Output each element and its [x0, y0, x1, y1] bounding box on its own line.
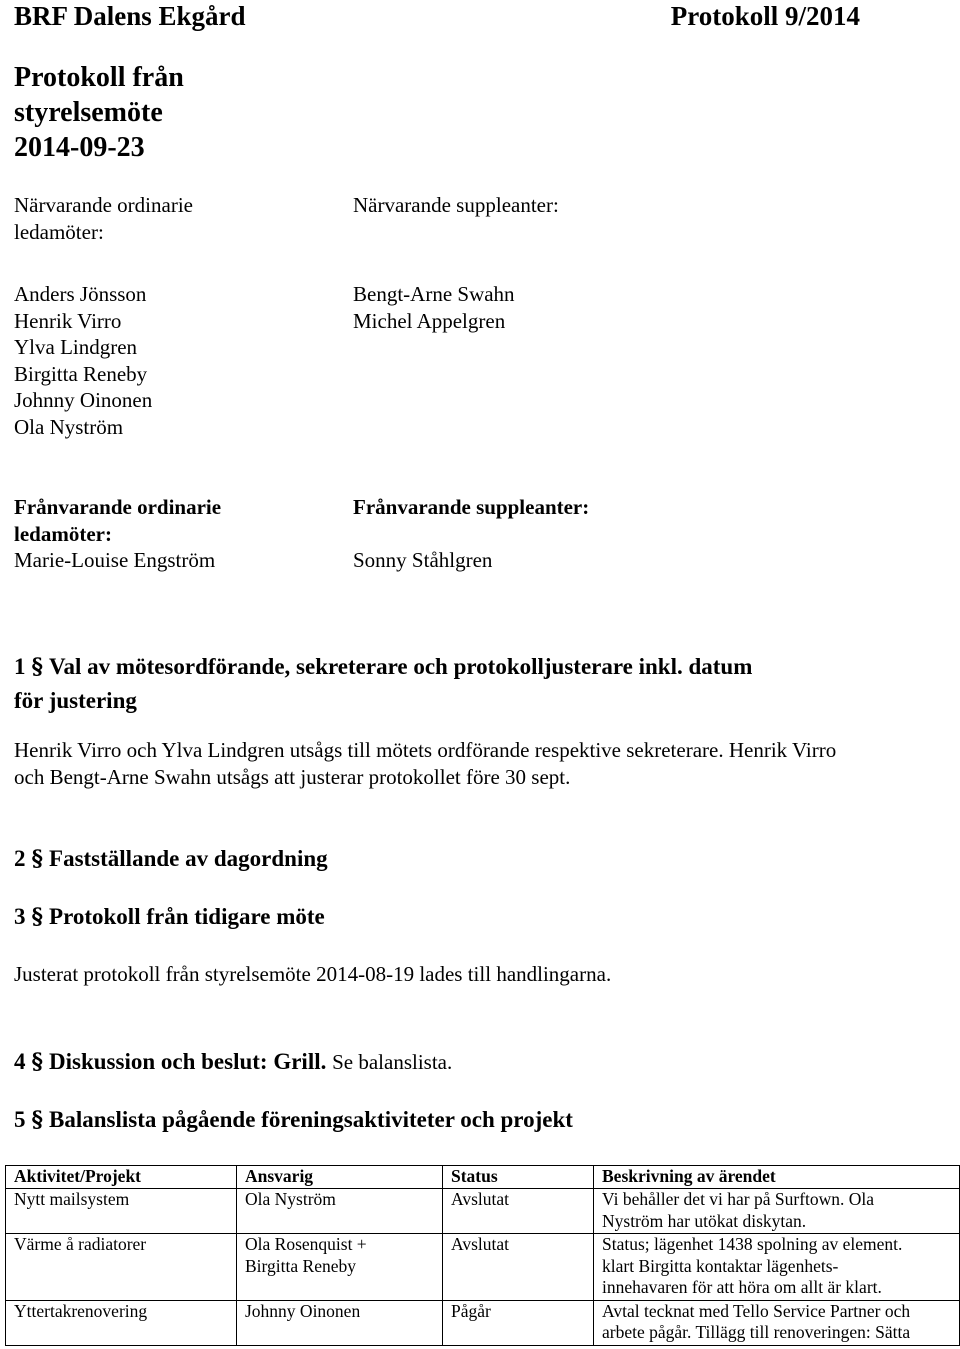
responsible-cell: [237, 1300, 443, 1345]
section-title: Val av mötesordförande, sekreterare och protokolljusterare inkl. datum: [49, 654, 753, 679]
paragraph-line: Justerat protokoll från styrelsemöte 2014-08-19 lades till handlingarna.: [14, 962, 612, 986]
absent-deputies-block: [353, 494, 753, 573]
member-name: Henrik Virro: [14, 308, 122, 333]
page-header: [14, 0, 860, 32]
member-name: Ylva Lindgren: [14, 335, 138, 359]
section-sign: §: [31, 1107, 44, 1133]
section-sign: §: [31, 1049, 44, 1075]
present-ordinary-list: [14, 281, 334, 440]
member-name: Marie-Louise Engström: [14, 548, 216, 572]
status-cell: Avslutat: [443, 1234, 594, 1301]
status-cell: Pågår: [443, 1300, 594, 1345]
section-number: 1: [14, 654, 26, 679]
cell-line: Avtal tecknat med Tello Service Partner och: [602, 1300, 911, 1321]
paragraph-line: Henrik Virro och Ylva Lindgren utsågs till mötets ordförande respektive sekreterare. Henrik Virro: [14, 738, 837, 762]
table-row: [6, 1300, 960, 1345]
table-row: [6, 1189, 960, 1234]
responsible-cell: [237, 1189, 443, 1234]
section-number: 4: [14, 1049, 26, 1074]
section-1-heading: [14, 650, 752, 717]
title-line: 2014-09-23: [14, 132, 145, 163]
cell-line: Status; lägenhet 1438 spolning av element.: [602, 1234, 903, 1254]
present-ordinary-block: [14, 192, 334, 245]
present-ordinary-label: Närvarande ordinarie: [14, 193, 193, 217]
activity-cell: [6, 1300, 237, 1345]
balance-list-table: [5, 1165, 960, 1346]
table-header-row: [6, 1166, 960, 1189]
section-4-heading: [14, 1045, 452, 1079]
section-number: 2: [14, 846, 26, 871]
paragraph-line: och Bengt-Arne Swahn utsågs att justerar protokollet före 30 sept.: [14, 765, 571, 789]
column-header: Ansvarig: [237, 1166, 443, 1189]
section-title-cont: för justering: [14, 688, 137, 713]
activity-cell: [6, 1234, 237, 1301]
document-title: [14, 60, 184, 165]
description-cell: [594, 1234, 960, 1301]
cell-line: Vi behåller det vi har på Surftown. Ola: [602, 1189, 875, 1209]
cell-line: Yttertakrenovering: [14, 1300, 148, 1321]
cell-line: Ola Rosenquist +: [245, 1234, 367, 1254]
title-line: styrelsemöte: [14, 97, 163, 128]
description-cell: [594, 1300, 960, 1345]
column-header: Beskrivning av ärendet: [594, 1166, 960, 1189]
deputy-name: Bengt-Arne Swahn: [353, 282, 515, 306]
section-title: Fastställande av dagordning: [49, 846, 328, 871]
status-cell: Avslutat: [443, 1189, 594, 1234]
section-number: 3: [14, 904, 26, 929]
section-2-heading: [14, 842, 328, 876]
present-ordinary-label: ledamöter:: [14, 219, 104, 244]
section-sign: §: [31, 846, 44, 872]
section-1-text: [14, 737, 920, 791]
section-sign: §: [31, 654, 44, 680]
absent-deputies-label: Frånvarande suppleanter:: [353, 495, 590, 519]
cell-line: klart Birgitta kontaktar lägenhets-: [602, 1255, 839, 1276]
deputy-name: Michel Appelgren: [353, 308, 506, 333]
absent-ordinary-label: ledamöter:: [14, 521, 112, 546]
cell-line: Birgitta Reneby: [245, 1255, 356, 1276]
section-3-heading: [14, 900, 325, 934]
cell-line: Nyström har utökat diskytan.: [602, 1210, 807, 1231]
section-sign: §: [31, 904, 44, 930]
section-title: Balanslista pågående föreningsaktiviteter och projekt: [49, 1107, 573, 1132]
member-name: Johnny Oinonen: [14, 388, 153, 412]
section-title: Protokoll från tidigare möte: [49, 904, 325, 929]
cell-line: arbete pågår. Tillägg till renoveringen: Sätta: [602, 1322, 911, 1342]
title-line: Protokoll från: [14, 62, 184, 93]
section-number: 5: [14, 1107, 26, 1132]
section-title: Diskussion och beslut: Grill.: [49, 1049, 327, 1074]
activity-cell: [6, 1189, 237, 1234]
present-deputies-block: [353, 192, 753, 219]
absent-ordinary-block: [14, 494, 334, 574]
section-3-text: [14, 961, 920, 988]
cell-line: innehavaren för att höra om allt är klart.: [602, 1277, 882, 1297]
section-5-heading: [14, 1103, 573, 1137]
column-header: Aktivitet/Projekt: [6, 1166, 237, 1189]
cell-line: Ola Nyström: [245, 1189, 336, 1209]
member-name: Birgitta Reneby: [14, 361, 148, 386]
present-deputies-list: [353, 281, 753, 334]
cell-line: Värme å radiatorer: [14, 1234, 147, 1254]
deputy-name: Sonny Ståhlgren: [353, 547, 493, 572]
responsible-cell: [237, 1234, 443, 1301]
cell-line: Nytt mailsystem: [14, 1189, 130, 1209]
present-deputies-label: Närvarande suppleanter:: [353, 193, 559, 217]
section-note: Se balanslista.: [332, 1050, 453, 1074]
organization-name: BRF Dalens Ekgård: [14, 1, 246, 31]
column-header: Status: [443, 1166, 594, 1189]
protocol-number: Protokoll 9/2014: [670, 1, 860, 31]
description-cell: [594, 1189, 960, 1234]
member-name: Ola Nyström: [14, 414, 124, 439]
member-name: Anders Jönsson: [14, 282, 147, 306]
absent-ordinary-label: Frånvarande ordinarie: [14, 495, 222, 519]
cell-line: Johnny Oinonen: [245, 1300, 361, 1321]
table-row: [6, 1234, 960, 1301]
